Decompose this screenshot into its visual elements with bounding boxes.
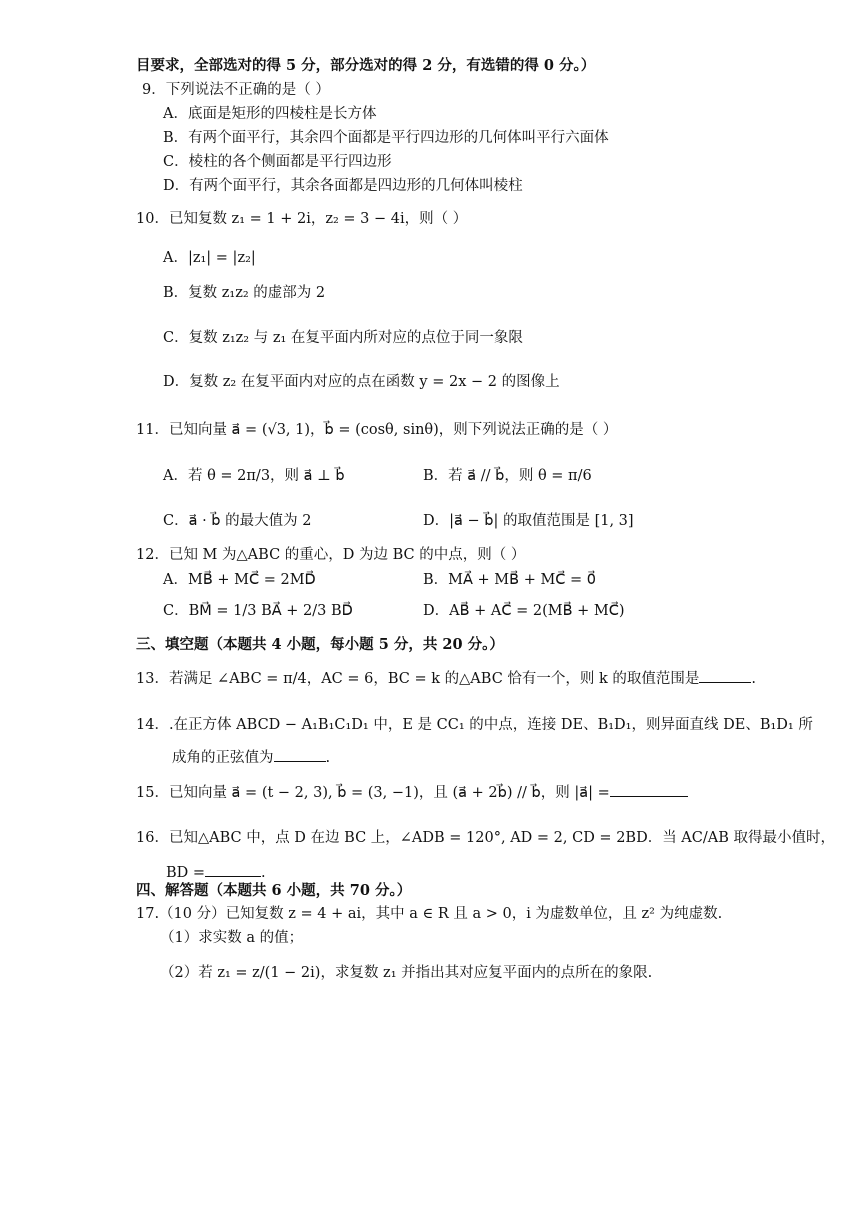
q11-option-c: C．a⃗ · b⃗ 的最大值为 2 [163, 513, 312, 529]
q12-option-a: A．MB⃗ + MC⃗ = 2MD⃗ [163, 572, 316, 588]
q9-option-c: C．棱柱的各个侧面都是平行四边形 [163, 154, 392, 170]
q13-answer-blank[interactable] [699, 668, 751, 683]
q13-stem: 13．若满足 ∠ABC = π/4，AC = 6，BC = k 的△ABC 恰有一个，则 k 的取值范围是 [136, 671, 700, 687]
q14-end: . [325, 750, 331, 766]
q12-option-d: D．AB⃗ + AC⃗ = 2(MB⃗ + MC⃗) [423, 603, 625, 619]
q14-line1: 14．.在正方体 ABCD − A₁B₁C₁D₁ 中，E 是 CC₁ 的中点，连接 DE、B₁D₁，则异面直线 DE、B₁D₁ 所 [136, 717, 813, 733]
q16-answer-blank[interactable] [205, 862, 261, 877]
section-4-heading: 四、解答题（本题共 6 小题，共 70 分。） [136, 882, 412, 899]
q13-end: . [751, 671, 757, 687]
q11-option-a: A．若 θ = 2π/3，则 a⃗ ⊥ b⃗ [163, 468, 345, 484]
header-note: 目要求，全部选对的得 5 分，部分选对的得 2 分，有选错的得 0 分。） [136, 57, 596, 74]
q12-option-c: C．BM⃗ = 1/3 BA⃗ + 2/3 BD⃗ [163, 603, 353, 619]
q15-answer-blank[interactable] [610, 782, 688, 797]
q17-stem: 17.（10 分）已知复数 z = 4 + ai，其中 a ∈ R 且 a > 0，i 为虚数单位，且 z² 为纯虚数. [136, 906, 723, 922]
q10-option-a: A．|z₁| = |z₂| [163, 250, 256, 266]
q15-text [136, 782, 688, 803]
q10-stem: 10．已知复数 z₁ = 1 + 2i，z₂ = 3 − 4i，则（ ） [136, 211, 468, 227]
q12-stem: 12．已知 M 为△ABC 的重心，D 为边 BC 的中点，则（ ） [136, 547, 526, 563]
q11-option-d: D．|a⃗ − b⃗| 的取值范围是 [1, 3] [423, 513, 634, 529]
q12-option-b: B．MA⃗ + MB⃗ + MC⃗ = 0⃗ [423, 572, 597, 588]
q17-part-2: （2）若 z₁ = z/(1 − 2i)，求复数 z₁ 并指出其对应复平面内的点所在的象限. [160, 965, 653, 981]
section-3-heading: 三、填空题（本题共 4 小题，每小题 5 分，共 20 分。） [136, 636, 504, 653]
q15-stem: 15．已知向量 a⃗ = (t − 2, 3), b⃗ = (3, −1)，且 (a⃗ + 2b⃗) // b⃗，则 |a⃗| = [136, 785, 610, 801]
q9-option-b: B．有两个面平行，其余四个面都是平行四边形的几何体叫平行六面体 [163, 130, 609, 146]
q10-option-c: C．复数 z₁z₂ 与 z₁ 在复平面内所对应的点位于同一象限 [163, 330, 523, 346]
q14-line2 [172, 747, 330, 768]
q11-option-b: B．若 a⃗ // b⃗，则 θ = π/6 [423, 468, 592, 484]
q17-part-1: （1）求实数 a 的值； [160, 930, 304, 946]
q10-option-d: D．复数 z₂ 在复平面内对应的点在函数 y = 2x − 2 的图像上 [163, 374, 560, 390]
q9-option-d: D．有两个面平行，其余各面都是四边形的几何体叫棱柱 [163, 178, 523, 194]
q9-stem: 9．下列说法不正确的是（ ） [142, 82, 330, 98]
q11-stem: 11．已知向量 a⃗ = (√3, 1)，b⃗ = (cosθ, sinθ)，则下列说法正确的是（ ） [136, 422, 618, 438]
q16-end: . [261, 865, 266, 881]
q16-bd-label: BD = [166, 865, 206, 881]
q10-option-b: B．复数 z₁z₂ 的虚部为 2 [163, 285, 326, 301]
q14-answer-blank[interactable] [274, 747, 326, 762]
q9-option-a: A．底面是矩形的四棱柱是长方体 [163, 106, 377, 122]
q16-line1: 16．已知△ABC 中，点 D 在边 BC 上，∠ADB = 120°, AD = 2, CD = 2BD．当 AC/AB 取得最小值时， [136, 830, 835, 846]
q13-text [136, 668, 756, 689]
q16-line2 [166, 862, 266, 883]
q14-stem-end: 成角的正弦值为 [172, 750, 274, 766]
